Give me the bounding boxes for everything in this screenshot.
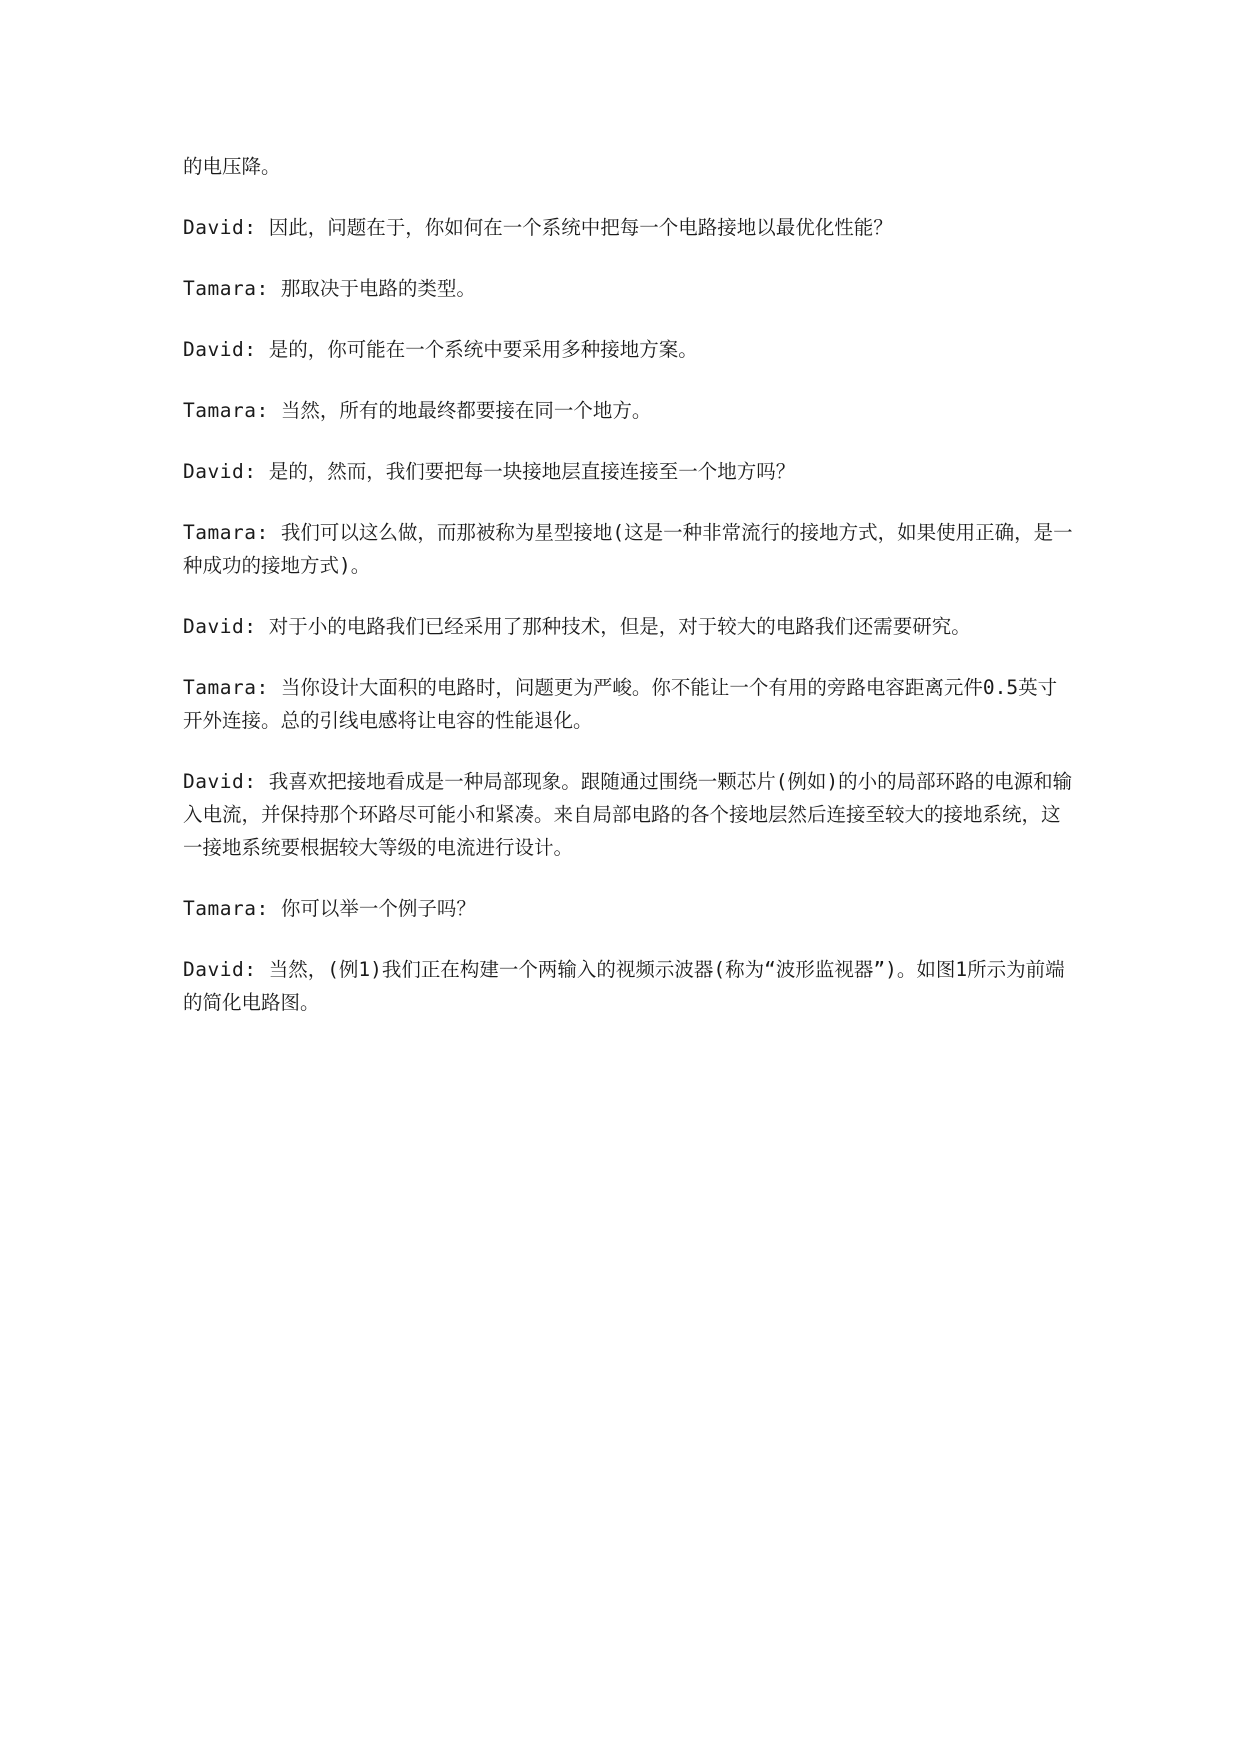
speaker-label: David: [183,615,269,638]
speaker-label: Tamara: [183,676,281,699]
paragraph [183,516,1073,582]
speaker-label: David: [183,338,269,361]
paragraph [183,455,1073,488]
speaker-label: Tamara: [183,897,281,920]
paragraph-text: 的电压降。 [183,155,281,178]
paragraph-text: 当然，所有的地最终都要接在同一个地方。 [280,399,652,422]
paragraph [183,150,1073,183]
paragraph [183,892,1073,925]
speaker-label: David: [183,460,269,483]
speaker-label: David: [183,958,269,981]
paragraph-text: 当你设计大面积的电路时，问题更为严峻。你不能让一个有用的旁路电容距离元件0.5英寸开外连接。总的引线电感将让电容的性能退化。 [183,676,1058,732]
paragraph [183,211,1073,244]
paragraph [183,610,1073,643]
speaker-label: Tamara: [183,399,281,422]
paragraph-text: 你可以举一个例子吗？ [280,897,476,920]
paragraph-text: 是的，然而，我们要把每一块接地层直接连接至一个地方吗？ [268,460,796,483]
paragraph [183,394,1073,427]
paragraph [183,953,1073,1019]
speaker-label: David: [183,216,269,239]
paragraph-text: 当然，(例1)我们正在构建一个两输入的视频示波器(称为“波形监视器”)。如图1所示为前端的简化电路图。 [183,958,1065,1014]
paragraph-text: 是的，你可能在一个系统中要采用多种接地方案。 [268,338,698,361]
paragraph-text: 我们可以这么做，而那被称为星型接地(这是一种非常流行的接地方式，如果使用正确，是一种成功的接地方式)。 [183,521,1073,577]
speaker-label: Tamara: [183,521,281,544]
paragraph [183,272,1073,305]
speaker-label: David: [183,770,269,793]
speaker-label: Tamara: [183,277,281,300]
paragraph [183,333,1073,366]
paragraph-text: 我喜欢把接地看成是一种局部现象。跟随通过围绕一颗芯片(例如)的小的局部环路的电源和输入电流，并保持那个环路尽可能小和紧凑。来自局部电路的各个接地层然后连接至较大的接地系统，这一接地系统要根据较大等级的电流进行设计。 [183,770,1073,859]
paragraph-text: 因此，问题在于，你如何在一个系统中把每一个电路接地以最优化性能？ [268,216,893,239]
paragraph-text: 那取决于电路的类型。 [280,277,476,300]
paragraph [183,671,1073,737]
paragraph-text: 对于小的电路我们已经采用了那种技术，但是，对于较大的电路我们还需要研究。 [268,615,971,638]
paragraph [183,765,1073,864]
document-body [183,150,1073,1047]
